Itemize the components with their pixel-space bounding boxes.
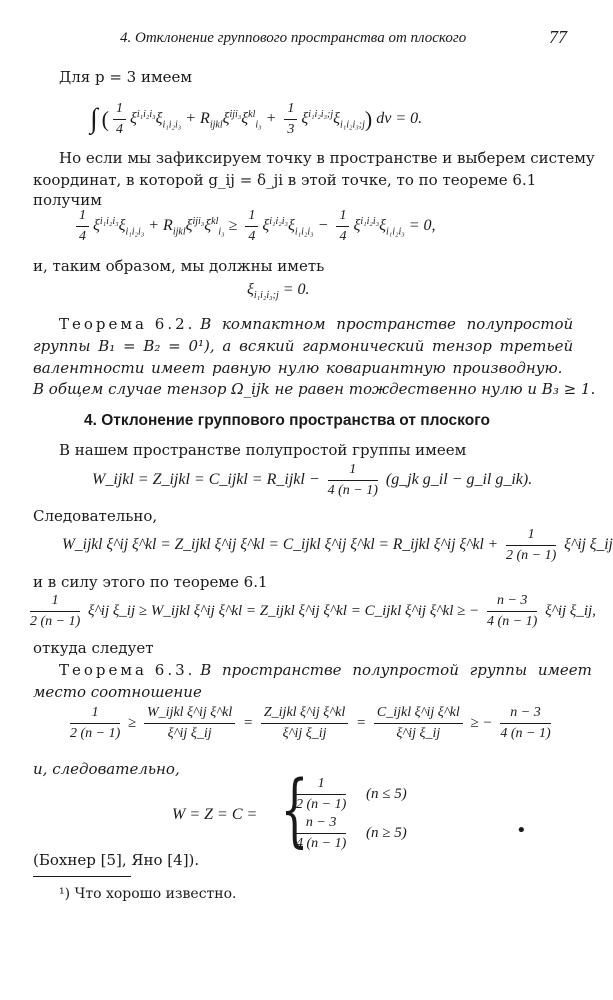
frac-den: 2 (n − 1) bbox=[505, 548, 557, 563]
frac-num: 1 bbox=[506, 527, 556, 546]
equation-contracted-lhs: W_ijkl ξ^ij ξ^kl = Z_ijkl ξ^ij ξ^kl = C_ijkl ξ^ij ξ^kl = R_ijkl ξ^ij ξ^kl + bbox=[62, 536, 499, 554]
page-number: 77 bbox=[549, 27, 567, 47]
frac-num: 1 bbox=[328, 462, 378, 481]
frac-num: n − 3 bbox=[487, 593, 537, 612]
theorem-6-3-line2: место соотношение bbox=[33, 683, 202, 701]
frac-den: ξ^ij ξ_ij bbox=[396, 726, 441, 741]
frac-num: Z_ijkl ξ^ij ξ^kl bbox=[261, 705, 348, 724]
citation: (Бохнер [5], Яно [4]). bbox=[33, 851, 200, 869]
frac-den: 2 (n − 1) bbox=[296, 797, 347, 812]
equation-inequality: $\frac{1}{4}$ $\xi^{i_1i_2i_3}\xi_{i_1i_2i_3} + R_{ijkl}\xi^{iji_3}\xi^{kl}_{i_3}$ ≥ $\frac{1}{4}$ $\xi^{i_1i_2i_3}\xi_{i_1i_2i_3}$ − $\frac{1}{4}$ $\xi^{i_1i_2i_3}\xi_{i_1i_2i_3} = 0$, bbox=[72, 208, 436, 245]
frac-den: 4 (n − 1) bbox=[327, 483, 378, 498]
equation-tensors-lhs: W_ijkl = Z_ijkl = C_ijkl = R_ijkl − bbox=[92, 471, 320, 489]
frac-num: C_ijkl ξ^ij ξ^kl bbox=[374, 705, 463, 724]
paragraph-p3: Для p = 3 имеем bbox=[59, 68, 193, 86]
case-row-1 bbox=[296, 776, 407, 813]
case-2-condition: (n ≥ 5) bbox=[366, 824, 407, 841]
theorem-6-2-line2: группы B₁ = B₂ = 0¹), а всякий гармонический тензор третьей bbox=[33, 337, 574, 355]
frac-den: 2 (n − 1) bbox=[30, 614, 81, 629]
equation-bounds-rhs: ξ^ij ξ_ij, bbox=[545, 602, 596, 619]
paragraph-semisimple: В нашем пространстве полупростой группы имеем bbox=[59, 441, 467, 459]
paragraph-fix-line1: Но если мы зафиксируем точку в пространстве и выберем систему bbox=[59, 149, 595, 167]
case-row-2 bbox=[296, 815, 407, 852]
theorem-6-3-line1 bbox=[59, 659, 592, 681]
frac-num: 1 bbox=[296, 776, 346, 795]
frac-den: 2 (n − 1) bbox=[70, 726, 121, 741]
equation-tensors-rhs: (g_jk g_il − g_il g_ik). bbox=[385, 471, 533, 489]
frac-num: n − 3 bbox=[296, 815, 346, 834]
theorem-6-2-line4: В общем случае тензор Ω_ijk не равен тождественно нулю и B₃ ≥ 1. bbox=[33, 380, 596, 398]
equation-contracted bbox=[62, 527, 613, 564]
theorem-6-2-label: Теорема 6.2. bbox=[59, 315, 196, 333]
equation-bounds-mid: ξ^ij ξ_ij ≥ W_ijkl ξ^ij ξ^kl = Z_ijkl ξ^ij ξ^kl = C_ijkl ξ^ij ξ^kl ≥ − bbox=[88, 602, 480, 619]
footnote: ¹) Что хорошо известно. bbox=[59, 886, 237, 902]
equation-tensors bbox=[92, 462, 532, 499]
frac-den: ξ^ij ξ_ij bbox=[167, 726, 212, 741]
footnote-rule bbox=[33, 876, 131, 877]
theorem-6-2-line3: валентности имеет равную нулю ковариантную производную. bbox=[33, 359, 563, 377]
stray-dot: • bbox=[516, 820, 527, 841]
paragraph-whence: откуда следует bbox=[33, 639, 154, 657]
frac-num: W_ijkl ξ^ij ξ^kl bbox=[144, 705, 235, 724]
equation-cases-lhs: W = Z = C = bbox=[172, 806, 258, 823]
theorem-6-3-text1: В пространстве полупростой группы имеет bbox=[200, 661, 592, 679]
fraction-third: $\frac{1}{3}$ bbox=[284, 101, 297, 138]
frac-num: 1 bbox=[70, 705, 120, 724]
equation-ratio-chain: $\frac{1}{2 (n - 1)}$ ≥ $\frac{\text{W\_ijkl ξ\textasciicircum{}ij ξ\textasciicircum{}kl}}{\text{ξ\textasciicircum{}ij ξ\_ij}}$ = $\frac{\text{Z\_ijkl ξ\textasciicircum{}ij ξ\textasciicircum{}kl}}{\text{ξ\textasciicircum{}ij ξ\_ij}}$ = $\frac{\text{C\_ijkl ξ\textasciicircum{}ij ξ\textasciicircum{}kl}}{\text{ξ\textasciicircum{}ij ξ\_ij}}$ ≥ − $\frac{n - 3}{4 (n - 1)}$ bbox=[70, 705, 551, 741]
frac-num: 1 bbox=[30, 593, 80, 612]
theorem-6-2-line1 bbox=[59, 313, 573, 335]
running-header: 4. Отклонение группового пространства от плоского bbox=[120, 30, 467, 46]
paragraph-by-theorem: и в силу этого по теореме 6.1 bbox=[33, 573, 268, 591]
equation-covariant-zero: $\xi_{i_1i_2i_3;j} = 0$. bbox=[247, 281, 310, 302]
theorem-6-3-label: Теорема 6.3. bbox=[59, 661, 196, 679]
frac-den: 4 (n − 1) bbox=[296, 836, 347, 851]
frac-den: 4 (n − 1) bbox=[500, 726, 551, 741]
equation-bounds bbox=[30, 593, 596, 630]
equation-integral: ∫ ( $\frac{1}{4}$ $\xi^{i_1i_2i_3}\xi_{i_1i_2i_3} + R_{ijkl}\xi^{iji_3}\xi^{kl}_{i_3}$ + $\frac{1}{3}$ $\xi^{i_1i_2i_3;j}\xi_{i_1i_2i_3;j}$) dv = 0. bbox=[90, 101, 423, 137]
paragraph-thus: и, таким образом, мы должны иметь bbox=[33, 257, 325, 275]
theorem-6-2-text1: В компактном пространстве полупростой bbox=[200, 315, 574, 333]
section-heading: 4. Отклонение группового пространства от плоского bbox=[84, 412, 490, 429]
equation-contracted-rhs: ξ^ij ξ_ij bbox=[564, 536, 613, 554]
frac-num: n − 3 bbox=[500, 705, 550, 724]
paragraph-fix-line2: координат, в которой g_ij = δ_ji в этой точке, то по теореме 6.1 bbox=[33, 171, 537, 189]
frac-den: ξ^ij ξ_ij bbox=[282, 726, 327, 741]
frac-den: 4 (n − 1) bbox=[487, 614, 538, 629]
case-1-condition: (n ≤ 5) bbox=[366, 785, 407, 802]
paragraph-fix-line3: получим bbox=[33, 191, 102, 209]
paragraph-hence: и, следовательно, bbox=[33, 760, 180, 778]
fraction-quarter: $\frac{1}{4}$ bbox=[113, 101, 126, 138]
cases-brace: { bbox=[280, 763, 309, 856]
paragraph-consequently: Следовательно, bbox=[33, 507, 158, 525]
